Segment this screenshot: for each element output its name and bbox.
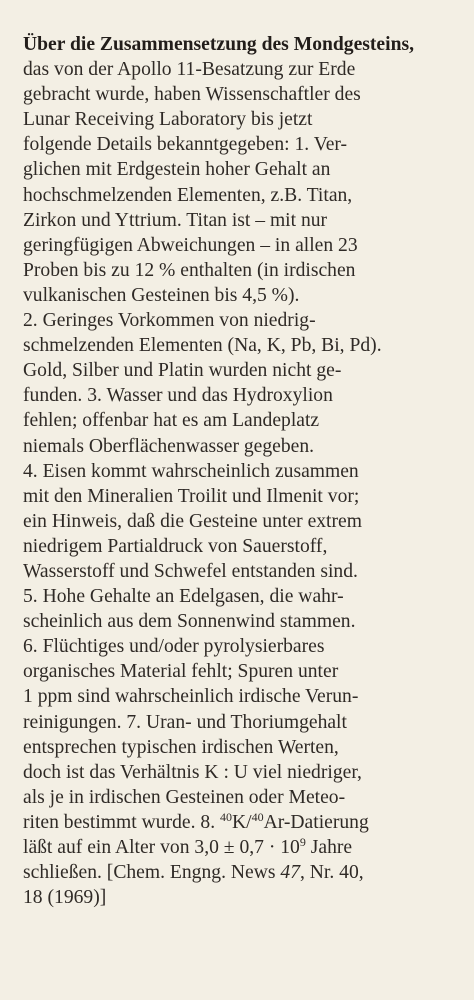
text-line: mit den Mineralien Troilit und Ilmenit vor; — [23, 485, 360, 507]
text-line: doch ist das Verhältnis K : U viel niedriger, — [23, 761, 362, 783]
text-line: entsprechen typischen irdischen Werten, — [23, 736, 339, 758]
article-lead: Über die Zusammensetzung des Mondgesteins, — [23, 34, 414, 55]
text-line: reinigungen. 7. Uran- und Thoriumgehalt — [23, 711, 347, 733]
age-line-post: Jahre — [305, 837, 353, 858]
age-line-pre: läßt auf ein Alter von 3,0 ± 0,7 · 10 — [23, 837, 300, 858]
text-line: 5. Hohe Gehalte an Edelgasen, die wahr- — [23, 586, 344, 608]
text-line: 2. Geringes Vorkommen von niedrig- — [23, 310, 316, 332]
text-line: Zirkon und Yttrium. Titan ist – mit nur — [23, 209, 328, 231]
text-line: funden. 3. Wasser und das Hydroxylion — [23, 385, 333, 407]
text-line: vulkanischen Gesteinen bis 4,5 %). — [23, 284, 300, 306]
text-line: fehlen; offenbar hat es am Landeplatz — [23, 410, 320, 432]
text-line: 6. Flüchtiges und/oder pyrolysierbares — [23, 636, 325, 658]
text-line: organisches Material fehlt; Spuren unter — [23, 661, 339, 683]
citation-line — [23, 860, 464, 885]
citation-pre: schließen. [Chem. Engng. News — [23, 862, 281, 884]
citation-volume: 47 — [280, 862, 300, 884]
text-line: gebracht wurde, haben Wissenschaftler des — [23, 84, 361, 106]
isotope-superscript-1: 40 — [220, 809, 232, 824]
isotope-line-pre: riten bestimmt wurde. 8. — [23, 811, 220, 833]
citation-post: , Nr. 40, — [299, 862, 364, 884]
isotope-superscript-2: 40 — [251, 809, 264, 824]
text-line: hochschmelzenden Elementen, z.B. Titan, — [23, 184, 353, 206]
isotope-line-post: Ar-Datierung — [263, 811, 369, 833]
text-line: glichen mit Erdgestein hoher Gehalt an — [23, 159, 331, 181]
age-exponent: 9 — [299, 835, 306, 849]
text-line: Gold, Silber und Platin wurden nicht ge- — [23, 360, 342, 382]
text-line: Proben bis zu 12 % enthalten (in irdischen — [23, 259, 356, 281]
text-line: ein Hinweis, daß die Gesteine unter extrem — [23, 510, 362, 532]
age-estimate-line — [23, 835, 464, 860]
text-line: 4. Eisen kommt wahrscheinlich zusammen — [23, 460, 359, 482]
text-line: das von der Apollo 11-Besatzung zur Erde — [23, 59, 356, 81]
isotope-line-mid: K/ — [232, 811, 252, 833]
text-line: Wasserstoff und Schwefel entstanden sind. — [23, 560, 358, 582]
citation-final-line: 18 (1969)] — [23, 887, 107, 909]
isotope-dating-line — [23, 810, 464, 835]
text-line: folgende Details bekanntgegeben: 1. Ver- — [23, 134, 348, 156]
text-line: geringfügigen Abweichungen – in allen 23 — [23, 234, 358, 256]
text-line: 1 ppm sind wahrscheinlich irdische Verun- — [23, 686, 359, 708]
text-line: niedrigem Partialdruck von Sauerstoff, — [23, 535, 328, 557]
text-line: Lunar Receiving Laboratory bis jetzt — [23, 109, 313, 131]
text-line: niemals Oberflächenwasser gegeben. — [23, 435, 315, 457]
text-line: scheinlich aus dem Sonnenwind stammen. — [23, 611, 356, 633]
article-text — [23, 32, 464, 910]
text-line: schmelzenden Elementen (Na, K, Pb, Bi, Pd). — [23, 335, 382, 357]
text-line: als je in irdischen Gesteinen oder Meteo- — [23, 786, 346, 808]
